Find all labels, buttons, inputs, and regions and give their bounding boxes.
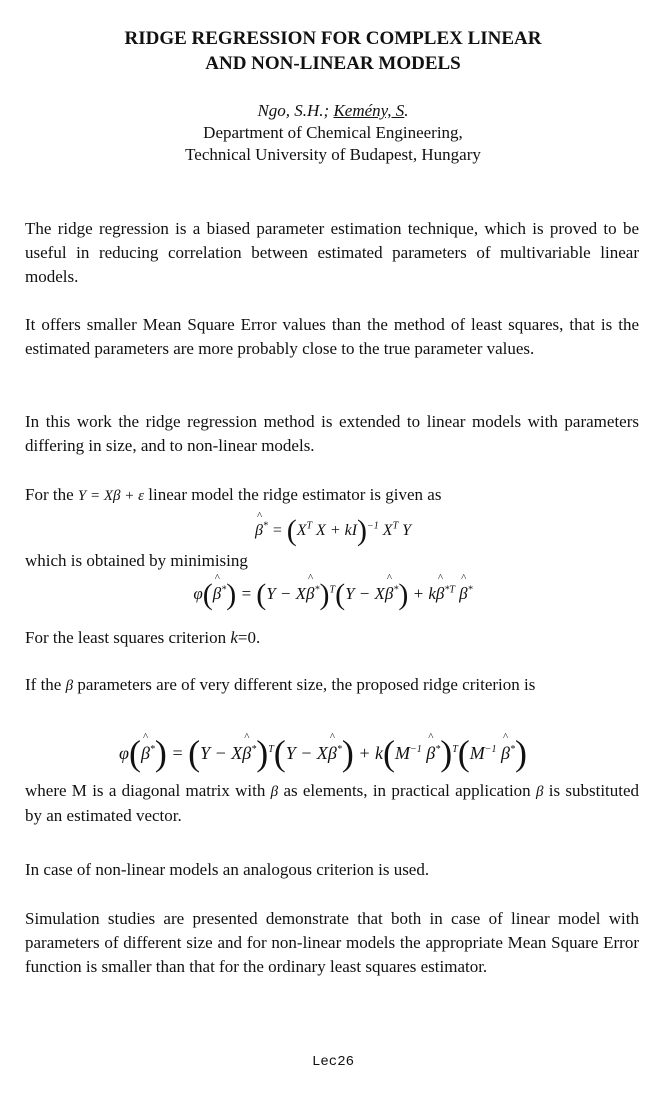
author-university: Technical University of Budapest, Hungary xyxy=(185,145,481,164)
p8-b: as elements, in practical application xyxy=(283,781,531,800)
p6-post: =0. xyxy=(237,628,261,647)
paper-title xyxy=(0,26,666,76)
p4-post: linear model the ridge estimator is given as xyxy=(148,485,442,504)
ridge-estimator-equation: ^ $\beta^* = (X^T$ X + kI)$^{-1}$ $X^T$ Y xyxy=(0,514,666,548)
author-department: Department of Chemical Engineering, xyxy=(203,123,463,142)
paragraph-10: Simulation studies are presented demonstrate that both in case of linear model with parameters of different size and for non-linear models the appropriate Mean Square Error function is smaller than that for the ordinary least squares estimator. xyxy=(25,909,639,976)
p7-beta: β xyxy=(65,678,74,694)
author-name-2: Kemény, S xyxy=(333,101,405,120)
title-line-1: RIDGE REGRESSION FOR COMPLEX LINEAR xyxy=(124,28,542,49)
page-footer-label: Lec26 xyxy=(311,1054,354,1070)
model-equation: Y = Xβ + ε xyxy=(77,488,145,504)
paragraph-5: which is obtained by minimising xyxy=(25,551,248,570)
p8-beta-2: β xyxy=(535,784,544,800)
author-names xyxy=(0,100,666,122)
paragraph-7 xyxy=(25,673,639,698)
paragraph-1: The ridge regression is a biased parameter estimation technique, which is proved to be useful in reducing correlation between estimated parameters of multivariable linear models. xyxy=(25,219,639,286)
paragraph-2: It offers smaller Mean Square Error values than the method of least squares, that is the estimated parameters are more probably close to the true parameter values. xyxy=(25,315,639,358)
paragraph-9: In case of non-linear models an analogous criterion is used. xyxy=(25,860,430,879)
author-name-1: Ngo, S.H.; xyxy=(257,101,334,120)
p8-a: where M is a diagonal matrix with xyxy=(25,781,266,800)
p6-pre: For the least squares criterion xyxy=(25,628,231,647)
p7-b: parameters are of very different size, the proposed ridge criterion is xyxy=(77,675,536,694)
p6-k: k xyxy=(230,628,238,647)
p8-c: is substituted by an estimated vector. xyxy=(25,781,640,825)
p7-a: If the xyxy=(25,675,62,694)
paragraph-6 xyxy=(25,626,639,650)
proposed-criterion-equation: φ(^ β*) = (Y − X^ β*)$^T$(Y − X^ $\beta^*) + k(M^{-1}$ ^ $\beta^*)^T(M^{-1}$ ^ β*) xyxy=(0,732,656,774)
paragraph-3: In this work the ridge regression method is extended to linear models with parameters differing in size, and to non-linear models. xyxy=(25,412,639,455)
author-names-end: . xyxy=(404,101,409,120)
p8-beta-1: β xyxy=(270,784,279,800)
title-line-2: AND NON-LINEAR MODELS xyxy=(205,53,461,74)
ridge-criterion-equation: φ(^ β*) = (Y − X^ β*)$^T$(Y − X^ β*) + k^ $\beta^{*T}$ ^ β* xyxy=(0,578,666,612)
paragraph-8 xyxy=(25,779,639,828)
author-block xyxy=(0,100,666,166)
p4-pre: For the xyxy=(25,485,74,504)
paragraph-4 xyxy=(25,483,639,508)
